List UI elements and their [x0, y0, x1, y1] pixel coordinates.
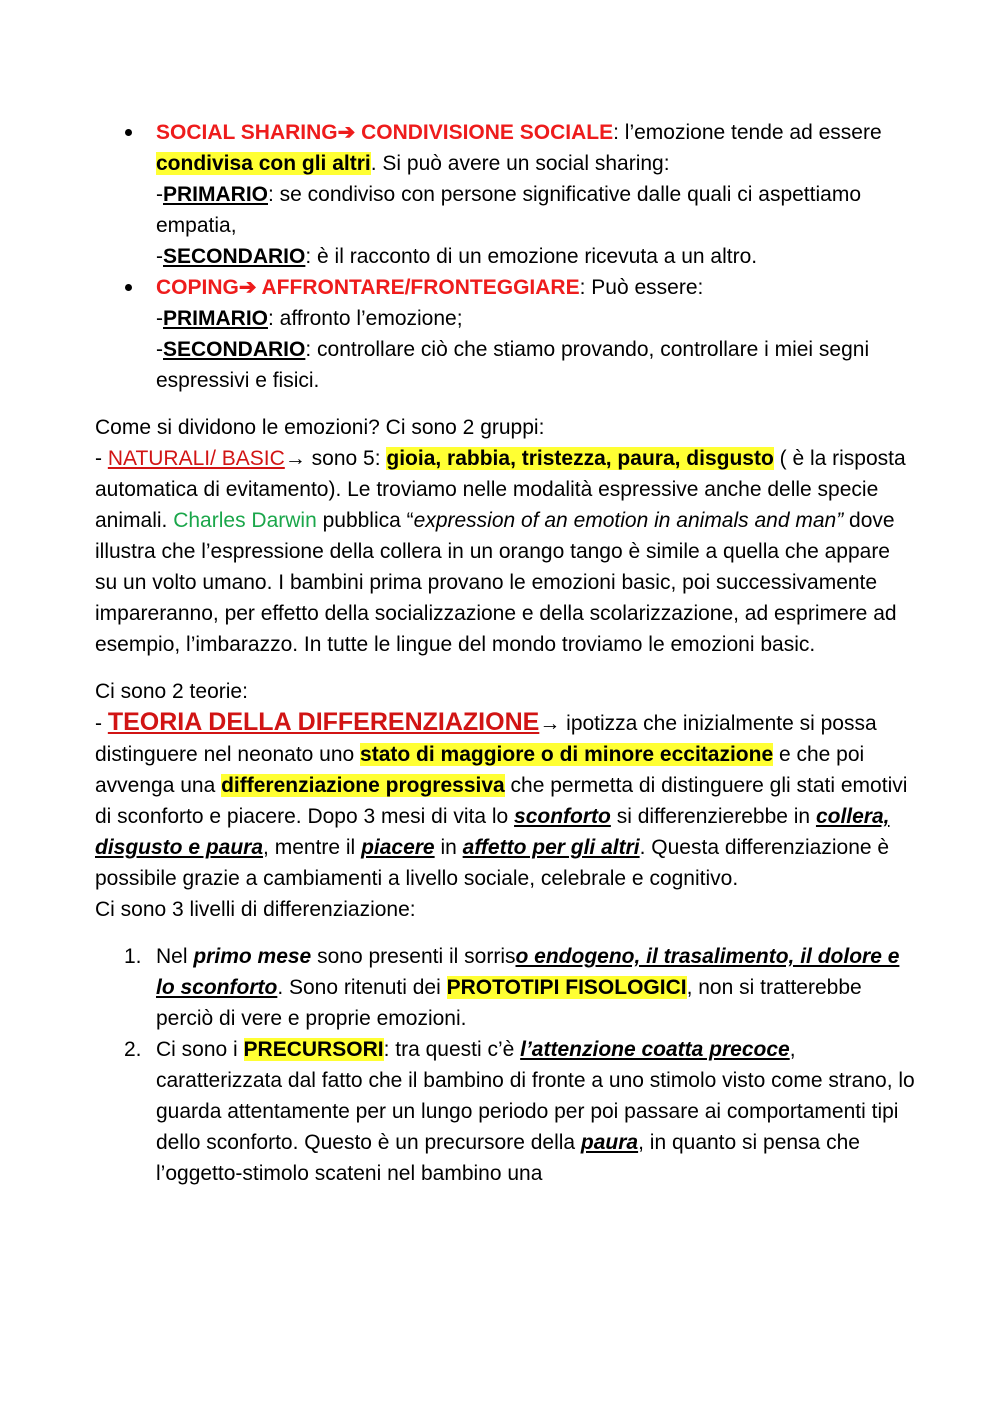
numbered-list	[95, 941, 915, 1189]
text: , in quanto si pensa che l’oggetto-stimolo scateni nel bambino una	[156, 1131, 860, 1185]
heading-teoria-differenziazione: TEORIA DELLA DIFFERENZIAZIONE	[107, 708, 540, 736]
text: ( è la risposta automatica di evitamento). Le troviamo nelle modalità espressive anche delle specie animali.	[95, 447, 906, 532]
dash: -	[95, 447, 108, 470]
dash: -	[95, 712, 108, 735]
text: : l’emozione tende ad essere	[613, 121, 882, 144]
text: Nel	[156, 945, 194, 968]
spacer	[95, 660, 915, 676]
list-item-coping	[95, 272, 915, 396]
document-body	[95, 117, 915, 1189]
term-secondario: SECONDARIO	[163, 245, 306, 268]
text: , non si tratterebbe perciò di vere e proprie emozioni.	[156, 976, 862, 1030]
term-primario: PRIMARIO	[163, 307, 268, 330]
term-collera: collera, disgusto e paura	[95, 805, 890, 859]
term-paura: paura	[580, 1131, 639, 1154]
term-secondario: SECONDARIO	[163, 338, 306, 361]
term-endogeno: o endogeno, il trasalimento, il dolore e lo sconforto	[156, 945, 900, 999]
text: . Questa differenziazione è possibile grazie a cambiamenti a livello sociale, celebrale e cognitivo.	[95, 836, 890, 890]
text: dove illustra che l’espressione della collera in un orango tango è simile a quella che appare su un volto umano. I bambini prima provano le emozioni basic, poi successivamente impareranno, per effetto della socializzazione e della scolarizzazione, ad esprimere ad esempio, l’imbarazzo. In tutte le lingue del mondo troviamo le emozioni basic.	[95, 509, 897, 656]
list-number: 2.	[124, 1038, 142, 1061]
highlight: PRECURSORI	[243, 1038, 384, 1061]
term-naturali-basic: NATURALI/ BASIC	[107, 447, 285, 470]
dash: -	[156, 338, 163, 361]
spacer	[95, 396, 915, 412]
highlight: differenziazione progressiva	[221, 774, 505, 797]
list-number: 1.	[124, 945, 142, 968]
arrow-icon: ➔	[238, 276, 257, 299]
paragraph-theories	[95, 676, 915, 925]
heading-social-sharing: SOCIAL SHARING	[156, 121, 338, 144]
highlight: PROTOTIPI FISOLOGICI	[446, 976, 687, 999]
term-primo-mese: primo mese	[193, 945, 312, 968]
text: Ci sono i	[156, 1038, 244, 1061]
text: in	[434, 836, 463, 859]
heading-affrontare: AFFRONTARE/FRONTEGGIARE	[256, 276, 580, 299]
text: : affronto l’emozione;	[268, 307, 463, 330]
dash: -	[156, 245, 163, 268]
text: pubblica “	[316, 509, 414, 532]
text: sono presenti il sorris	[311, 945, 516, 968]
arrow-icon: →	[284, 447, 306, 470]
highlight: condivisa con gli altri	[156, 152, 371, 175]
term-affetto: affetto per gli altri	[462, 836, 640, 859]
text: : tra questi c’è	[383, 1038, 521, 1061]
text: : controllare ciò che stiamo provando, controllare i miei segni espressivi e fisici.	[156, 338, 870, 392]
dash: -	[156, 183, 163, 206]
arrow-icon: →	[539, 712, 561, 735]
text: , caratterizzata dal fatto che il bambino di fronte a uno stimolo visto come strano, lo guarda attentamente per un lungo periodo per poi passare ai comportamenti tipi dello sconforto. Questo è un precursore della	[156, 1038, 915, 1154]
bullet-list	[95, 117, 915, 396]
term-piacere: piacere	[361, 836, 435, 859]
list-item-social-sharing	[95, 117, 915, 272]
text: e che poi avvenga una	[95, 743, 865, 797]
text: si differenzierebbe in	[610, 805, 816, 828]
dash: -	[156, 307, 163, 330]
term-primario: PRIMARIO	[163, 183, 268, 206]
question: Come si dividono le emozioni? Ci sono 2 gruppi:	[95, 416, 545, 439]
text: che permetta di distinguere gli stati emotivi di sconforto e piacere. Dopo 3 mesi di vita lo	[95, 774, 908, 828]
book-title: expression of an emotion in animals and man”	[413, 509, 844, 532]
term-sconforto: sconforto	[514, 805, 611, 828]
text: : Può essere:	[579, 276, 704, 299]
text: Ci sono 2 teorie:	[95, 680, 248, 703]
name-charles-darwin: Charles Darwin	[173, 509, 317, 532]
highlight: gioia, rabbia, tristezza, paura, disgusto	[386, 447, 774, 470]
heading-condivisione-sociale: CONDIVISIONE SOCIALE	[355, 121, 614, 144]
paragraph-emotions-groups	[95, 412, 915, 660]
text: Ci sono 3 livelli di differenziazione:	[95, 898, 416, 921]
text: : se condiviso con persone significative dalle quali ci aspettiamo empatia,	[156, 183, 861, 237]
spacer	[95, 925, 915, 941]
arrow-icon: ➔	[337, 121, 356, 144]
term-attenzione-coatta: l’attenzione coatta precoce	[520, 1038, 790, 1061]
text: , mentre il	[263, 836, 362, 859]
text: . Sono ritenuti dei	[277, 976, 447, 999]
text: . Si può avere un social sharing:	[370, 152, 670, 175]
text: : è il racconto di un emozione ricevuta a un altro.	[305, 245, 758, 268]
list-item-1	[95, 941, 915, 1034]
text: sono 5:	[305, 447, 387, 470]
highlight: stato di maggiore o di minore eccitazione	[360, 743, 774, 766]
heading-coping: COPING	[156, 276, 239, 299]
text: ipotizza che inizialmente si possa distinguere nel neonato uno	[95, 712, 877, 766]
list-item-2	[95, 1034, 915, 1189]
